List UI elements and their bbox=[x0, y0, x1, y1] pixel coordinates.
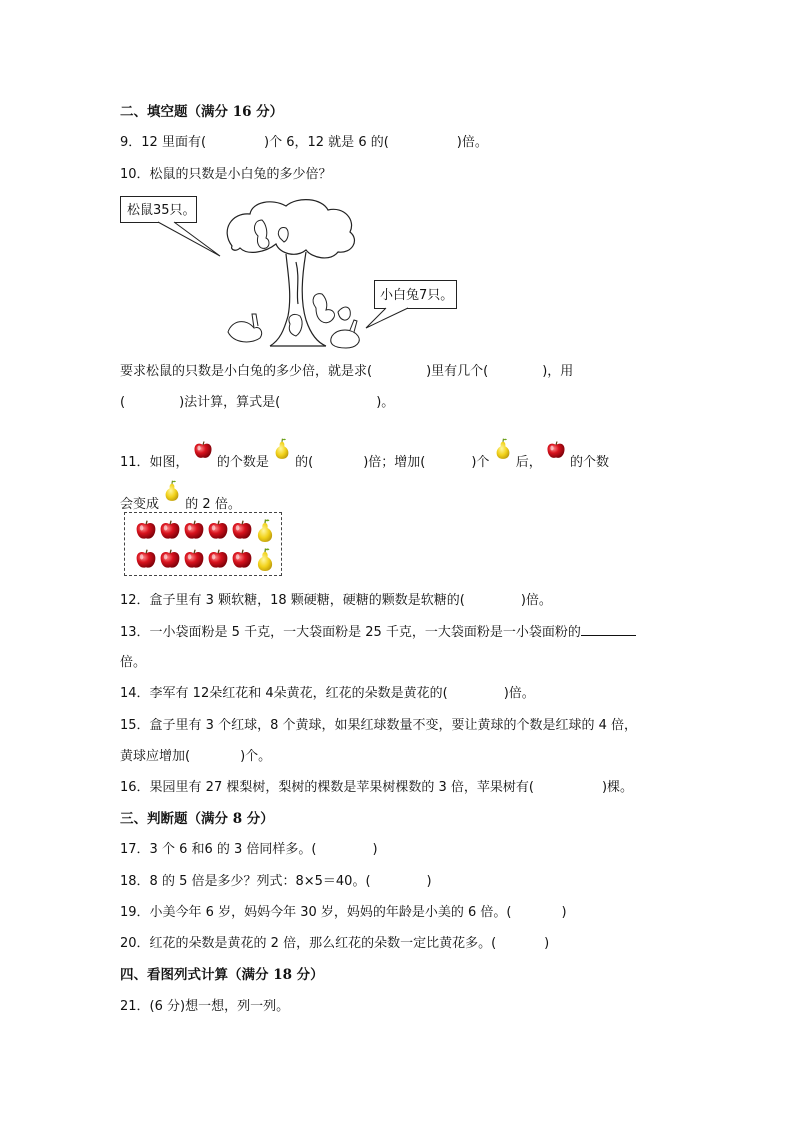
squirrel-count-label: 松鼠35只。 bbox=[127, 203, 196, 218]
question-15-line2: 黄球应增加( )个。 bbox=[120, 749, 272, 764]
apple-icon bbox=[135, 519, 157, 541]
question-19: 19．小美今年 6 岁，妈妈今年 30 岁，妈妈的年龄是小美的 6 倍。( ) bbox=[120, 905, 567, 920]
pear-icon bbox=[163, 480, 181, 502]
apple-icon bbox=[135, 548, 157, 570]
apple-icon bbox=[183, 548, 205, 570]
apple-icon bbox=[207, 548, 229, 570]
section-picture-calc-title: 四、看图列式计算（满分 18 分） bbox=[120, 967, 324, 983]
apple-icon bbox=[193, 440, 213, 460]
question-11-line2: 会变成 的 2 倍。 bbox=[120, 480, 241, 514]
question-17: 17．3 个 6 和6 的 3 倍同样多。( ) bbox=[120, 842, 378, 857]
question-10-line2: ( )法计算，算式是( )。 bbox=[120, 395, 395, 410]
question-10-stem: 10．松鼠的只数是小白兔的多少倍？ bbox=[120, 167, 332, 182]
question-13-line2: 倍。 bbox=[120, 655, 147, 670]
squirrel-icon bbox=[313, 294, 350, 323]
section-fill-in-title: 二、填空题（满分 16 分） bbox=[120, 104, 284, 120]
rabbit-count-label: 小白兔7只。 bbox=[380, 288, 454, 303]
pear-icon bbox=[255, 519, 275, 543]
question-20: 20．红花的朵数是黄花的 2 倍，那么红花的朵数一定比黄花多。( ) bbox=[120, 936, 550, 951]
question-9: 9．12 里面有( )个 6，12 就是 6 的( )倍。 bbox=[120, 135, 488, 150]
pear-icon bbox=[494, 438, 512, 460]
question-12: 12．盒子里有 3 颗软糖，18 颗硬糖，硬糖的颗数是软糖的( )倍。 bbox=[120, 593, 552, 608]
apple-icon bbox=[546, 440, 566, 460]
apple-icon bbox=[207, 519, 229, 541]
pear-icon bbox=[255, 548, 275, 572]
question-21: 21．(6 分)想一想，列一列。 bbox=[120, 999, 290, 1014]
question-13-line1: 13．一小袋面粉是 5 千克，一大袋面粉是 25 千克，一大袋面粉是一小袋面粉的 bbox=[120, 623, 636, 642]
apple-icon bbox=[183, 519, 205, 541]
question-15-line1: 15．盒子里有 3 个红球，8 个黄球，如果红球数量不变，要让黄球的个数是红球的 4 倍， bbox=[120, 718, 638, 733]
question-18: 18．8 的 5 倍是多少？列式：8×5＝40。( ) bbox=[120, 874, 432, 889]
rabbit-icon bbox=[331, 320, 359, 348]
pear-icon bbox=[273, 438, 291, 460]
fruit-picture-box bbox=[124, 512, 282, 576]
apple-icon bbox=[159, 519, 181, 541]
squirrel-icon bbox=[255, 220, 289, 248]
question-11-line1: 11．如图， 的个数是 的( )倍；增加( )个 后， 的个数 bbox=[120, 438, 609, 472]
rabbit-icon bbox=[228, 314, 262, 342]
rabbit-icon bbox=[289, 314, 302, 336]
apple-icon bbox=[231, 519, 253, 541]
apple-icon bbox=[159, 548, 181, 570]
question-10-line1: 要求松鼠的只数是小白兔的多少倍，就是求( )里有几个( )，用 bbox=[120, 364, 574, 379]
squirrels-rabbits-illustration bbox=[120, 196, 480, 356]
question-16: 16．果园里有 27 棵梨树，梨树的棵数是苹果树棵数的 3 倍，苹果树有( )棵。 bbox=[120, 780, 634, 795]
question-14: 14．李军有 12朵红花和 4朵黄花，红花的朵数是黄花的( )倍。 bbox=[120, 686, 535, 701]
answer-underline[interactable] bbox=[581, 623, 636, 636]
apple-icon bbox=[231, 548, 253, 570]
section-judge-title: 三、判断题（满分 8 分） bbox=[120, 811, 274, 827]
